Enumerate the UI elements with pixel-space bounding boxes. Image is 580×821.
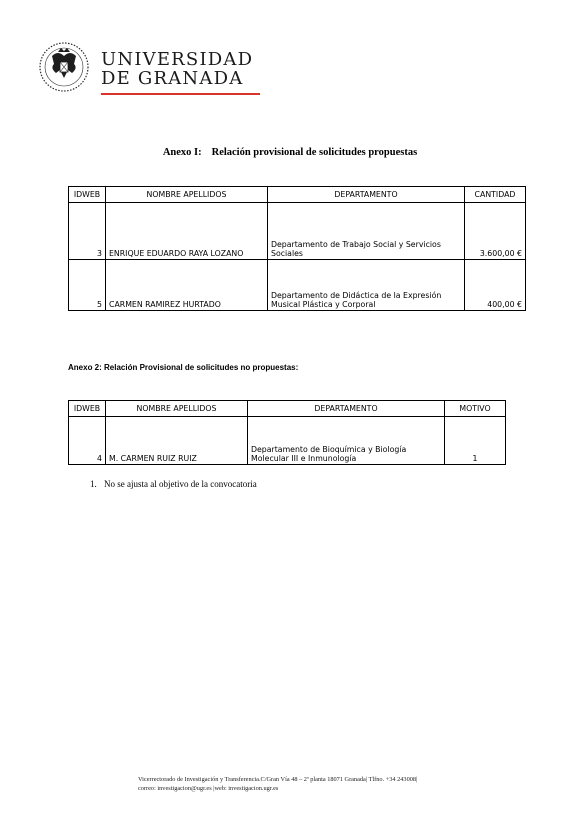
cell-idweb: 5: [69, 260, 106, 311]
column-header-idweb: IDWEB: [69, 187, 106, 203]
university-crest-icon: [38, 40, 90, 94]
university-name: [101, 50, 253, 88]
cell-idweb: 3: [69, 203, 106, 260]
table-row: [69, 203, 526, 260]
column-header-idweb: IDWEB: [69, 401, 106, 417]
table-row: [69, 260, 526, 311]
department-line1: Departamento de Trabajo Social y Servicios: [271, 240, 441, 249]
department-line2: Sociales: [271, 249, 303, 258]
cell-department: [248, 417, 445, 465]
annex2-table: [68, 400, 506, 465]
annex2-heading: Anexo 2: Relación Provisional de solicitudes no propuestas:: [68, 363, 299, 372]
university-logo: [38, 40, 254, 98]
department-line2: Musical Plástica y Corporal: [271, 300, 376, 309]
annex1-heading: [0, 147, 580, 158]
column-header-reason: MOTIVO: [445, 401, 506, 417]
cell-idweb: 4: [69, 417, 106, 465]
page-footer: [138, 775, 417, 793]
annex1-title: Relación provisional de solicitudes propuestas: [211, 147, 418, 158]
cell-name: ENRIQUE EDUARDO RAYA LOZANO: [106, 203, 268, 260]
cell-amount: 400,00 €: [465, 260, 526, 311]
logo-underline: [101, 93, 260, 95]
note-number: 1.: [90, 479, 97, 489]
department-line2: Molecular III e Inmunología: [251, 454, 357, 463]
cell-department: [268, 260, 465, 311]
footer-address: Vicerrectorado de Investigación y Transferencia.C/Gran Vía 48 – 2ª planta 18071 Granada| Tlfno. +34 243008|: [138, 776, 418, 783]
university-name-line1: UNIVERSIDAD: [101, 49, 254, 70]
column-header-amount: CANTIDAD: [465, 187, 526, 203]
table-row: [69, 417, 506, 465]
cell-name: M. CARMEN RUIZ RUIZ: [106, 417, 248, 465]
note-item: [90, 479, 257, 489]
cell-reason: 1: [445, 417, 506, 465]
table-header-row: [69, 187, 526, 203]
university-name-line2: DE GRANADA: [101, 68, 244, 89]
note-text: No se ajusta al objetivo de la convocatoria: [104, 479, 257, 489]
column-header-department: DEPARTAMENTO: [268, 187, 465, 203]
column-header-name: NOMBRE APELLIDOS: [106, 187, 268, 203]
column-header-name: NOMBRE APELLIDOS: [106, 401, 248, 417]
cell-amount: 3.600,00 €: [465, 203, 526, 260]
table-header-row: [69, 401, 506, 417]
footer-contact: correo: investigacion@ugr.es |web: investigacion.ugr.es: [138, 785, 279, 792]
department-line1: Departamento de Bioquímica y Biología: [251, 445, 407, 454]
cell-department: [268, 203, 465, 260]
column-header-department: DEPARTAMENTO: [248, 401, 445, 417]
department-line1: Departamento de Didáctica de la Expresión: [271, 291, 442, 300]
annex1-table: [68, 186, 526, 311]
annex1-label: Anexo I:: [162, 147, 202, 158]
cell-name: CARMEN RAMIREZ HURTADO: [106, 260, 268, 311]
